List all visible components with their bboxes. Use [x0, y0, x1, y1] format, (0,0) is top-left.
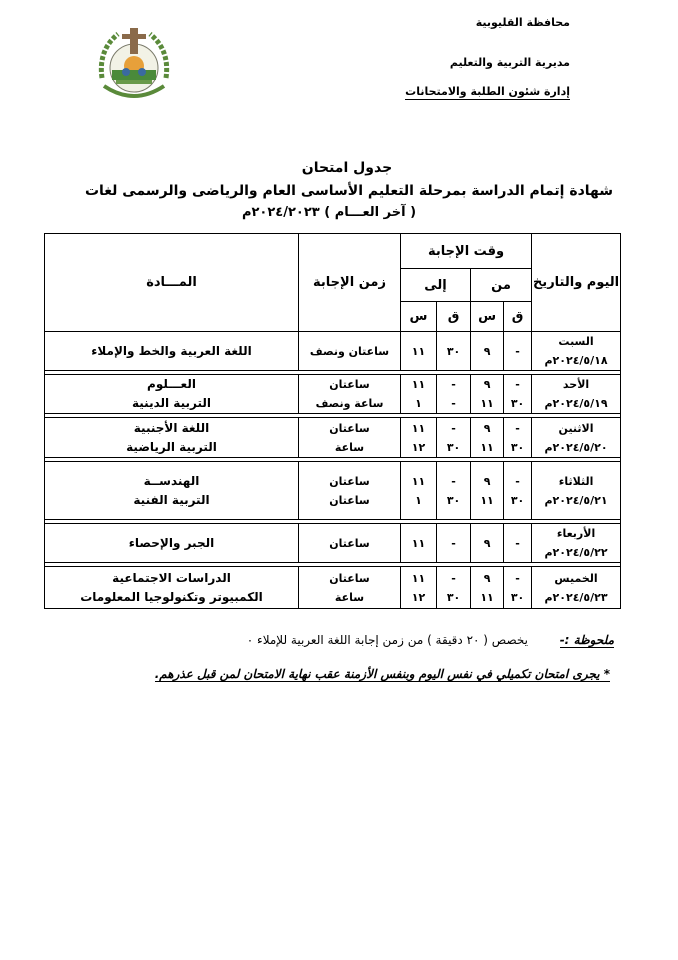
duration-value: ساعتان	[329, 421, 370, 435]
duration-value: ساعتان	[329, 378, 370, 391]
from-s-cell	[471, 332, 504, 371]
from-q-value: -	[515, 571, 520, 585]
subject-cell	[45, 567, 299, 609]
from-s-value: ٩	[483, 571, 491, 585]
day-name: الثلاثاء	[558, 474, 594, 488]
makeup-exam-note: * يجرى امتحان تكميلي في نفس اليوم وبنفس الأزمنة عقب نهاية الامتحان لمن قبل عذرهم.	[154, 667, 610, 681]
day-name: السبت	[558, 335, 594, 348]
from-q-value: -	[515, 536, 520, 550]
to-q-cell	[437, 524, 471, 563]
day-name: الأربعاء	[556, 527, 596, 540]
to-q-value: -	[451, 378, 456, 391]
from-q-value: -	[515, 421, 520, 435]
subject-value: العـــلوم	[147, 377, 196, 391]
to-q-cell	[437, 375, 471, 414]
duration-cell	[299, 524, 401, 563]
exam-date: ٢٠٢٤/٥/١٨م	[544, 354, 608, 367]
to-s-cell	[401, 567, 437, 609]
subject-value: الهندســة	[143, 473, 200, 488]
schedule-row	[45, 524, 621, 563]
schedule-row	[45, 567, 621, 609]
from-s-value: ٩	[483, 421, 491, 435]
duration-cell	[299, 418, 401, 458]
directorate-label: مديرية التربية والتعليم	[449, 56, 570, 69]
to-s-value: ١١	[411, 474, 426, 488]
to-q-cell	[437, 462, 471, 520]
to-q-value: -	[451, 421, 456, 435]
duration-cell	[299, 332, 401, 371]
to-q-value: ٣٠	[446, 493, 461, 507]
from-s-value: ١١	[480, 590, 494, 604]
note-text: يخصص ( ٢٠ دقيقة ) من زمن إجابة اللغة العربية للإملاء ٠	[246, 633, 528, 647]
duration-value: ساعة	[334, 590, 365, 604]
from-minutes-header: ق	[504, 302, 532, 332]
from-q-cell	[504, 418, 532, 458]
from-s-value: ٩	[483, 378, 491, 391]
subject-value: الكمبيوتر وتكنولوجيا المعلومات	[80, 589, 263, 604]
exam-date: ٢٠٢٤/٥/٢٠م	[544, 440, 608, 454]
exam-date: ٢٠٢٤/٥/٢٢م	[544, 546, 608, 559]
from-s-cell	[471, 567, 504, 609]
day-date-cell	[532, 524, 621, 563]
to-s-value: ١١	[411, 378, 426, 391]
exam-schedule-table	[44, 233, 621, 609]
schedule-row	[45, 332, 621, 371]
duration-header: زمن الإجابة	[299, 234, 401, 332]
to-minutes-header: ق	[437, 302, 471, 332]
subject-value: اللغة العربية والخط والإملاء	[91, 343, 252, 358]
to-s-value: ١١	[411, 344, 426, 358]
duration-cell	[299, 375, 401, 414]
from-q-value: ٣٠	[510, 397, 525, 410]
day-date-cell	[532, 462, 621, 520]
note-label: ملحوظة :-	[559, 633, 614, 647]
subject-value: التربية الدينية	[132, 396, 211, 410]
from-hours-header: س	[471, 302, 504, 332]
schedule-title: جدول امتحان	[301, 160, 393, 176]
to-s-cell	[401, 332, 437, 371]
from-q-cell	[504, 375, 532, 414]
from-q-value: ٣٠	[510, 493, 525, 507]
exam-period: ( آخر العـــام ) ٢٠٢٤/٢٠٢٣م	[241, 205, 417, 220]
schedule-row	[45, 418, 621, 458]
to-s-value: ١٢	[411, 440, 426, 454]
subject-cell	[45, 524, 299, 563]
duration-value: ساعتان	[329, 493, 370, 507]
to-hours-header: س	[401, 302, 437, 332]
duration-value: ساعة	[334, 440, 365, 454]
from-q-value: -	[515, 344, 520, 358]
governorate-label: محافظة القليوبية	[475, 16, 570, 29]
to-header: إلى	[401, 269, 471, 302]
day-date-header: اليوم والتاريخ	[532, 234, 621, 332]
from-q-value: ٣٠	[510, 440, 525, 454]
duration-cell	[299, 567, 401, 609]
department-label: إدارة شئون الطلبة والامتحانات	[405, 85, 570, 98]
to-q-value: ٣٠	[446, 344, 461, 358]
day-date-cell	[532, 332, 621, 371]
ministry-seal-logo	[88, 20, 180, 110]
day-date-cell	[532, 375, 621, 414]
exam-date: ٢٠٢٤/٥/١٩م	[544, 397, 608, 410]
duration-value: ساعتان	[329, 474, 370, 488]
subject-value: الجبر والإحصاء	[128, 535, 215, 550]
from-q-value: -	[515, 474, 520, 488]
to-q-value: -	[451, 474, 456, 488]
from-s-value: ٩	[483, 474, 491, 488]
schedule-row	[45, 462, 621, 520]
to-q-value: -	[451, 536, 456, 550]
subject-header: المـــادة	[45, 234, 299, 332]
from-q-cell	[504, 332, 532, 371]
to-s-value: ١١	[411, 536, 426, 550]
from-s-cell	[471, 462, 504, 520]
day-date-cell	[532, 567, 621, 609]
subject-cell	[45, 462, 299, 520]
subject-value: الدراسات الاجتماعية	[112, 570, 231, 585]
from-s-cell	[471, 418, 504, 458]
from-s-value: ٩	[483, 536, 491, 550]
day-name: الاثنين	[558, 421, 594, 435]
duration-value: ساعتان	[329, 571, 370, 585]
exam-date: ٢٠٢٤/٥/٢١م	[544, 493, 608, 507]
to-q-cell	[437, 418, 471, 458]
from-s-cell	[471, 375, 504, 414]
day-name: الأحد	[562, 378, 590, 391]
from-s-cell	[471, 524, 504, 563]
subject-cell	[45, 332, 299, 371]
day-name: الخميس	[554, 571, 598, 585]
subject-value: التربية الرياضية	[126, 439, 217, 454]
from-s-value: ٩	[483, 344, 491, 358]
to-s-value: ١	[415, 493, 422, 507]
to-s-value: ١٢	[411, 590, 426, 604]
from-header: من	[471, 269, 532, 302]
from-s-value: ١١	[480, 493, 494, 507]
subject-cell	[45, 375, 299, 414]
duration-value: ساعتان	[329, 536, 370, 550]
day-date-cell	[532, 418, 621, 458]
subject-value: التربية الفنية	[133, 492, 210, 507]
schedule-row	[45, 375, 621, 414]
duration-value: ساعتان ونصف	[309, 344, 390, 358]
subject-value: اللغة الأجنبية	[133, 420, 210, 435]
duration-cell	[299, 462, 401, 520]
from-q-cell	[504, 524, 532, 563]
certificate-title: شهادة إتمام الدراسة بمرحلة التعليم الأساسى العام والرياضى والرسمى لغات	[84, 183, 614, 199]
from-s-value: ١١	[480, 397, 494, 410]
to-s-value: ١١	[411, 571, 426, 585]
to-q-value: ٣٠	[446, 590, 461, 604]
to-s-cell	[401, 462, 437, 520]
to-q-cell	[437, 567, 471, 609]
from-q-value: -	[515, 378, 520, 391]
to-s-cell	[401, 418, 437, 458]
from-q-cell	[504, 567, 532, 609]
to-q-value: -	[451, 571, 456, 585]
to-s-value: ١١	[411, 421, 426, 435]
to-s-cell	[401, 375, 437, 414]
to-q-value: -	[451, 397, 456, 410]
subject-cell	[45, 418, 299, 458]
from-q-cell	[504, 462, 532, 520]
duration-value: ساعة ونصف	[315, 397, 384, 410]
to-q-value: ٣٠	[446, 440, 461, 454]
answer-time-header: وقت الإجابة	[401, 234, 532, 269]
to-s-cell	[401, 524, 437, 563]
exam-date: ٢٠٢٤/٥/٢٣م	[544, 590, 608, 604]
to-q-cell	[437, 332, 471, 371]
from-s-value: ١١	[480, 440, 494, 454]
to-s-value: ١	[415, 397, 422, 410]
from-q-value: ٣٠	[510, 590, 525, 604]
